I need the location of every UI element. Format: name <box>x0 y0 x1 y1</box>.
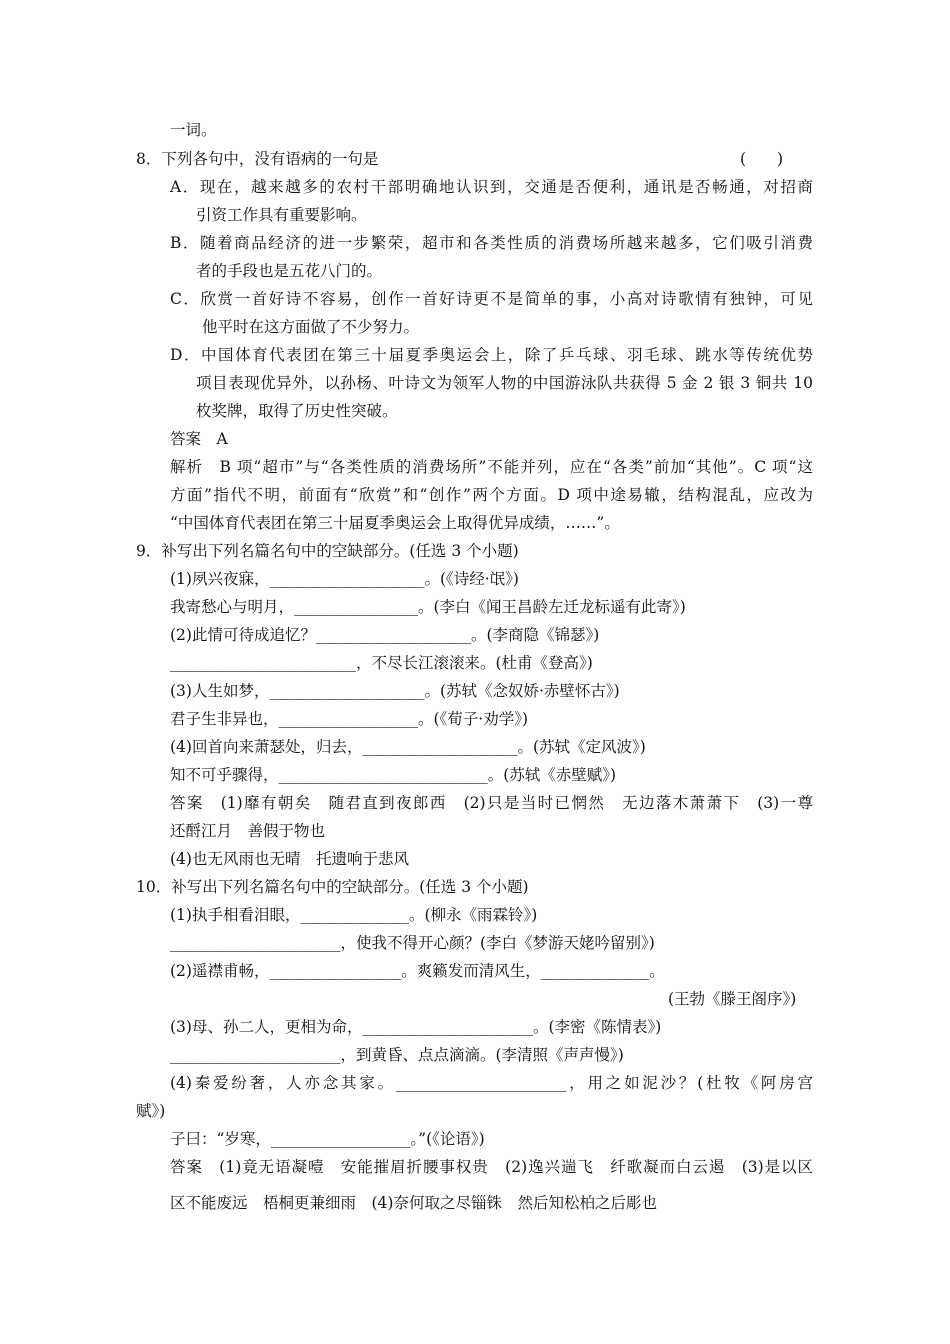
text-line: 还酹江月 善假于物也 <box>170 822 326 840</box>
text-line: (4)回首向来萧瑟处，归去，____________________。(苏轼《定风波》) <box>170 738 646 756</box>
text-line: (王勃《滕王阁序》) <box>668 990 797 1008</box>
text-line: (1)夙兴夜寐，____________________。(《诗经·氓》) <box>170 570 519 588</box>
text-line: 10．补写出下列名篇名句中的空缺部分。(任选 3 个小题) <box>136 878 529 896</box>
text-line: ( ) <box>740 150 784 168</box>
text-line: 枚奖牌，取得了历史性突破。 <box>196 402 398 420</box>
text-line: 解析 B 项“超市”与“各类性质的消费场所”不能并列，应在“各类”前加“其他”。C 项“这 <box>170 458 813 476</box>
text-line: (4)也无风雨也无晴 托遗响于悲风 <box>170 850 409 868</box>
text-line: 知不可乎骤得，___________________________。(苏轼《赤壁赋》) <box>170 766 617 784</box>
text-line: 一词。 <box>170 121 217 139</box>
text-line: “中国体育代表团在第三十届夏季奥运会上取得优异成绩，……”。 <box>170 514 620 532</box>
text-line: C．欣赏一首好诗不容易，创作一首好诗更不是简单的事，小高对诗歌情有独钟，可见 <box>170 290 813 308</box>
text-line: 方面”指代不明，前面有“欣赏”和“创作”两个方面。D 项中途易辙，结构混乱，应改为 <box>170 486 813 504</box>
text-line: B．随着商品经济的进一步繁荣，超市和各类性质的消费场所越来越多，它们吸引消费 <box>170 234 813 252</box>
text-line: 君子生非异也，__________________。(《荀子·劝学》) <box>170 710 529 728</box>
text-line: 引资工作具有重要影响。 <box>196 206 367 224</box>
text-line: 赋》) <box>136 1102 166 1120</box>
text-line: (4)秦爱纷奢，人亦念其家。______________________，用之如泥沙？(杜牧《阿房宫 <box>170 1074 813 1092</box>
text-line: 答案 (1)靡有朝矣 随君直到夜郎西 (2)只是当时已惘然 无边落木萧萧下 (3)一尊 <box>170 794 813 812</box>
text-line: 者的手段也是五花八门的。 <box>196 262 383 280</box>
text-line: A．现在，越来越多的农村干部明确地认识到，交通是否便利，通讯是否畅通，对招商 <box>170 178 813 196</box>
text-line: 区不能废远 梧桐更兼细雨 (4)奈何取之尽锱铢 然后知松柏之后彫也 <box>170 1194 657 1212</box>
text-line: 答案 (1)竟无语凝噎 安能摧眉折腰事权贵 (2)逸兴遄飞 纤歌凝而白云遏 (3)是以区 <box>170 1158 813 1176</box>
text-line: (3)人生如梦，____________________。(苏轼《念奴娇·赤壁怀古》) <box>170 682 620 700</box>
text-line: 9．补写出下列名篇名句中的空缺部分。(任选 3 个小题) <box>136 542 519 560</box>
text-line: ________________________，不尽长江滚滚来。(杜甫《登高》) <box>170 654 593 672</box>
text-line: 答案 A <box>170 430 228 448</box>
text-line: 8．下列各句中，没有语病的一句是 <box>136 150 379 168</box>
text-line: 子曰：“岁寒，__________________。”(《论语》) <box>170 1130 485 1148</box>
text-line: ______________________，使我不得开心颜？(李白《梦游天姥吟留别》) <box>170 934 655 952</box>
text-line: D．中国体育代表团在第三十届夏季奥运会上，除了乒乓球、羽毛球、跳水等传统优势 <box>170 346 813 364</box>
text-line: (3)母、孙二人，更相为命，______________________。(李密《陈情表》) <box>170 1018 662 1036</box>
text-line: (2)遥襟甫畅，_________________。爽籁发而清风生，______________。 <box>170 962 665 980</box>
text-line: 他平时在这方面做了不少努力。 <box>202 318 420 336</box>
text-line: (1)执手相看泪眼，______________。(柳永《雨霖铃》) <box>170 906 538 924</box>
text-line: ______________________，到黄昏、点点滴滴。(李清照《声声慢》) <box>170 1046 624 1064</box>
text-line: 我寄愁心与明月，________________。(李白《闻王昌龄左迁龙标遥有此寄》) <box>170 598 686 616</box>
text-line: 项目表现优异外，以孙杨、叶诗文为领军人物的中国游泳队共获得 5 金 2 银 3 铜共 10 <box>196 374 813 392</box>
text-line: (2)此情可待成追忆？____________________。(李商隐《锦瑟》) <box>170 626 600 644</box>
